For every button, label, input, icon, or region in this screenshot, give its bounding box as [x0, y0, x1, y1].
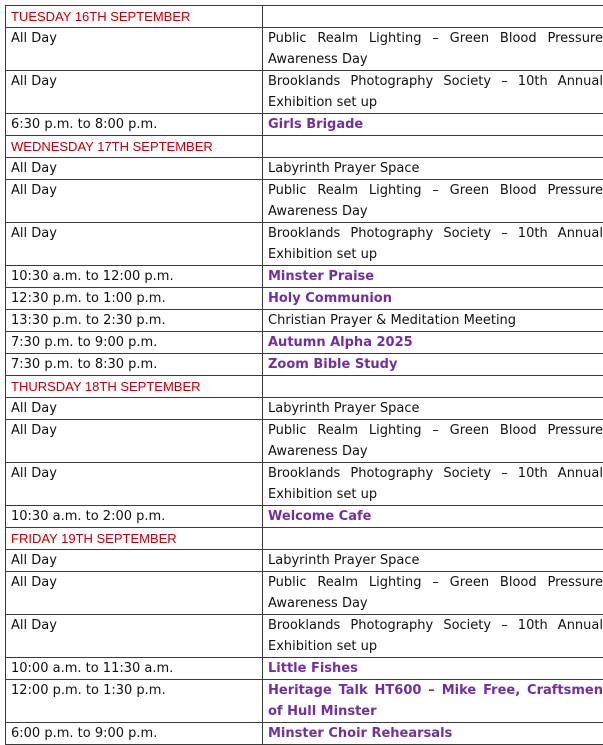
- event-row: [6, 506, 603, 528]
- event-time: 7:30 p.m. to 9:00 p.m.: [6, 332, 263, 354]
- day-heading-row: [6, 6, 603, 28]
- event-title: Brooklands Photography Society – 10th Annual Exhibition set up: [263, 463, 603, 506]
- event-title: Girls Brigade: [263, 114, 603, 136]
- event-time: 6:00 p.m. to 9:00 p.m.: [6, 723, 263, 745]
- event-row: [6, 332, 603, 354]
- event-title: Minster Choir Rehearsals: [263, 723, 603, 745]
- event-row: [6, 463, 603, 506]
- event-row: [6, 723, 603, 745]
- event-row: [6, 266, 603, 288]
- event-title: Christian Prayer & Meditation Meeting: [263, 310, 603, 332]
- day-heading-empty-cell: [263, 376, 603, 398]
- event-time: 6:30 p.m. to 8:00 p.m.: [6, 114, 263, 136]
- day-heading: THURSDAY 18TH SEPTEMBER: [6, 376, 263, 398]
- schedule-body: [6, 6, 603, 745]
- event-row: [6, 550, 603, 572]
- event-title: Public Realm Lighting – Green Blood Pressure Awareness Day: [263, 572, 603, 615]
- day-heading-empty-cell: [263, 528, 603, 550]
- event-title: Labyrinth Prayer Space: [263, 158, 603, 180]
- event-title: Brooklands Photography Society – 10th Annual Exhibition set up: [263, 223, 603, 266]
- event-time: All Day: [6, 223, 263, 266]
- day-heading: TUESDAY 16TH SEPTEMBER: [6, 6, 263, 28]
- event-title: Brooklands Photography Society – 10th Annual Exhibition set up: [263, 71, 603, 114]
- event-row: [6, 28, 603, 71]
- event-time: All Day: [6, 463, 263, 506]
- event-title: Minster Praise: [263, 266, 603, 288]
- event-row: [6, 288, 603, 310]
- event-time: All Day: [6, 615, 263, 658]
- event-title: Labyrinth Prayer Space: [263, 550, 603, 572]
- event-time: All Day: [6, 180, 263, 223]
- event-row: [6, 354, 603, 376]
- event-row: [6, 158, 603, 180]
- event-time: 10:30 a.m. to 12:00 p.m.: [6, 266, 263, 288]
- event-time: All Day: [6, 28, 263, 71]
- event-time: All Day: [6, 572, 263, 615]
- event-title: Autumn Alpha 2025: [263, 332, 603, 354]
- event-title: Welcome Cafe: [263, 506, 603, 528]
- event-row: [6, 680, 603, 723]
- event-time: All Day: [6, 550, 263, 572]
- day-heading-empty-cell: [263, 6, 603, 28]
- event-title: Holy Communion: [263, 288, 603, 310]
- events-schedule-table: [5, 5, 603, 745]
- event-time: All Day: [6, 71, 263, 114]
- event-row: [6, 420, 603, 463]
- event-time: 10:00 a.m. to 11:30 a.m.: [6, 658, 263, 680]
- event-time: 7:30 p.m. to 8:30 p.m.: [6, 354, 263, 376]
- day-heading-row: [6, 528, 603, 550]
- event-row: [6, 223, 603, 266]
- event-row: [6, 310, 603, 332]
- day-heading-row: [6, 136, 603, 158]
- event-row: [6, 114, 603, 136]
- event-time: All Day: [6, 420, 263, 463]
- event-row: [6, 398, 603, 420]
- event-row: [6, 572, 603, 615]
- day-heading: WEDNESDAY 17TH SEPTEMBER: [6, 136, 263, 158]
- event-time: 10:30 a.m. to 2:00 p.m.: [6, 506, 263, 528]
- event-title: Little Fishes: [263, 658, 603, 680]
- event-title: Heritage Talk HT600 – Mike Free, Craftsmen of Hull Minster: [263, 680, 603, 723]
- event-time: All Day: [6, 158, 263, 180]
- event-row: [6, 658, 603, 680]
- event-title: Brooklands Photography Society – 10th Annual Exhibition set up: [263, 615, 603, 658]
- event-time: 12:00 p.m. to 1:30 p.m.: [6, 680, 263, 723]
- event-title: Labyrinth Prayer Space: [263, 398, 603, 420]
- event-title: Public Realm Lighting – Green Blood Pressure Awareness Day: [263, 180, 603, 223]
- day-heading-row: [6, 376, 603, 398]
- event-time: 12:30 p.m. to 1:00 p.m.: [6, 288, 263, 310]
- day-heading-empty-cell: [263, 136, 603, 158]
- event-time: 13:30 p.m. to 2:30 p.m.: [6, 310, 263, 332]
- event-time: All Day: [6, 398, 263, 420]
- event-row: [6, 615, 603, 658]
- event-row: [6, 71, 603, 114]
- event-row: [6, 180, 603, 223]
- event-title: Zoom Bible Study: [263, 354, 603, 376]
- event-title: Public Realm Lighting – Green Blood Pressure Awareness Day: [263, 28, 603, 71]
- day-heading: FRIDAY 19TH SEPTEMBER: [6, 528, 263, 550]
- event-title: Public Realm Lighting – Green Blood Pressure Awareness Day: [263, 420, 603, 463]
